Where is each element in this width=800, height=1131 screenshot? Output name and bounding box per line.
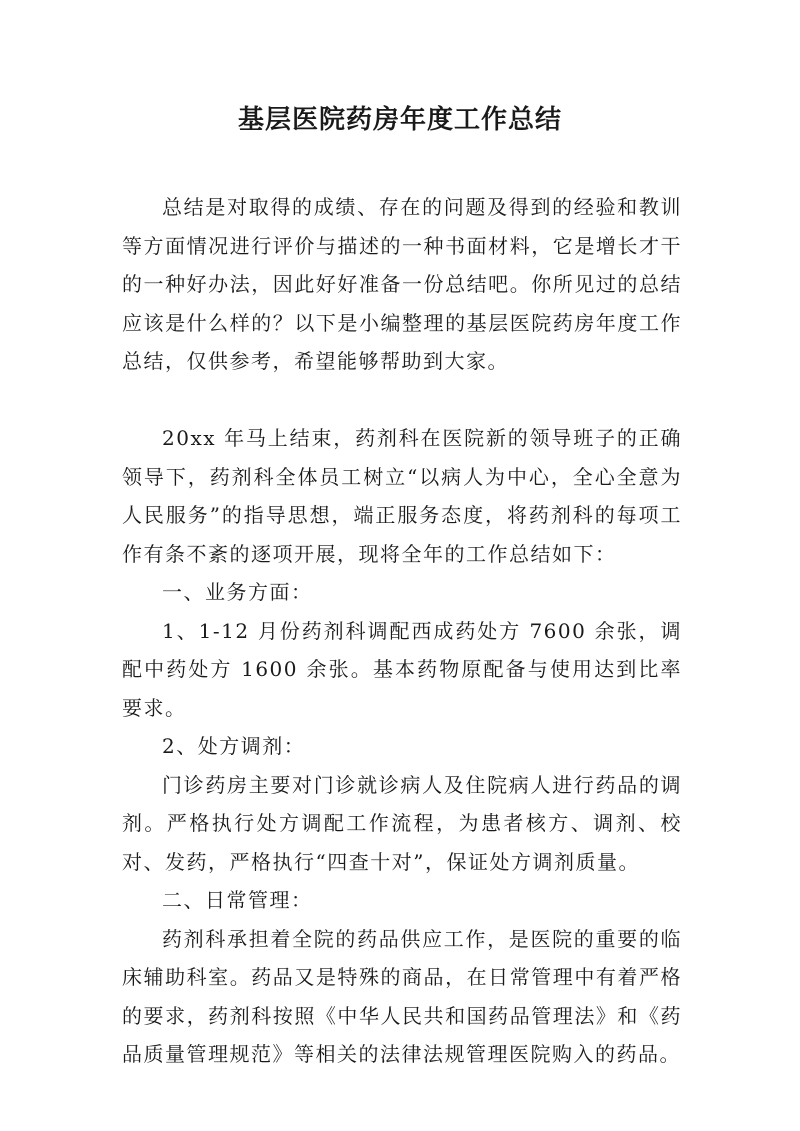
section-heading-business: 一、业务方面： — [162, 580, 313, 604]
subsection-heading-dispensing: 2、处方调剂： — [162, 734, 306, 758]
prescription-stats-paragraph: 1、1-12 月份药剂科调配西成药处方 7600 余张，调配中药处方 1600 余张。基本药物原配备与使用达到比率要求。 — [122, 618, 682, 720]
document-body — [122, 188, 682, 1074]
opening-paragraph: 20xx 年马上结束，药剂科在医院新的领导班子的正确领导下，药剂科全体员工树立“以病人为中心，全心全意为人民服务”的指导思想，端正服务态度，将药剂科的每项工作有条不紊的逐项开展，现将全年的工作总结如下： — [122, 426, 682, 566]
intro-paragraph: 总结是对取得的成绩、存在的问题及得到的经验和教训等方面情况进行评价与描述的一种书面材料，它是增长才干的一种好办法，因此好好准备一份总结吧。你所见过的总结应该是什么样的？以下是小编整理的基层医院药房年度工作总结，仅供参考，希望能够帮助到大家。 — [122, 195, 682, 373]
dispensing-paragraph: 门诊药房主要对门诊就诊病人及住院病人进行药品的调剂。严格执行处方调配工作流程，为患者核方、调剂、校对、发药，严格执行“四查十对”，保证处方调剂质量。 — [122, 772, 682, 874]
daily-management-paragraph: 药剂科承担着全院的药品供应工作，是医院的重要的临床辅助科室。药品又是特殊的商品，在日常管理中有着严格的要求，药剂科按照《中华人民共和国药品管理法》和《药品质量管理规范》等相关的法律法规管理医院购入的药品。 — [122, 926, 682, 1066]
document-title: 基层医院药房年度工作总结 — [237, 105, 562, 135]
section-heading-daily-management: 二、日常管理： — [162, 888, 313, 912]
